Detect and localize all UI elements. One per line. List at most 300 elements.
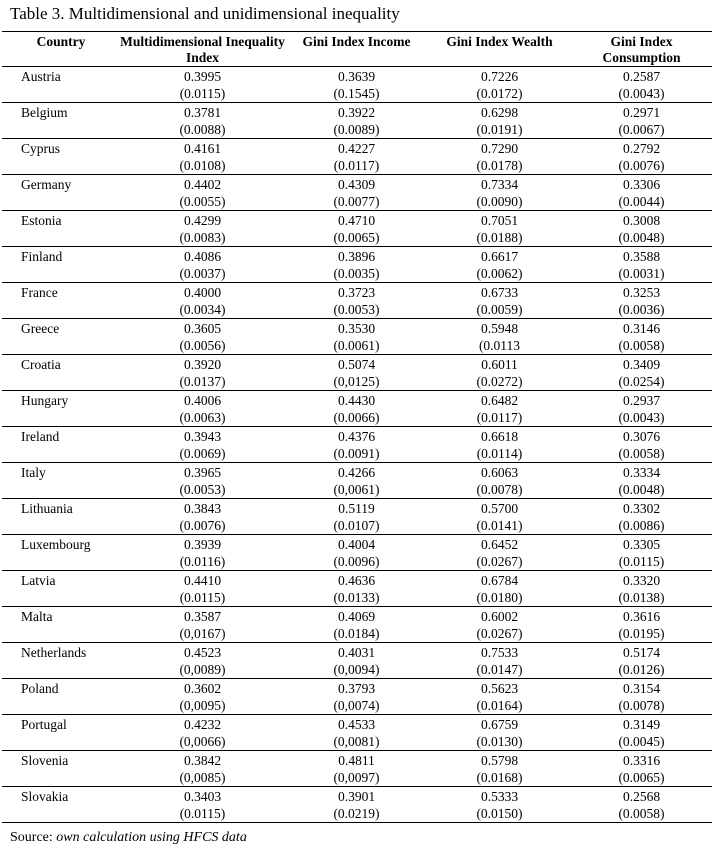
estimate-value: 0.3901 [337, 789, 376, 804]
gini-consumption-cell [571, 643, 712, 679]
standard-error-value: (0.0107) [333, 518, 380, 533]
header-gini-income: Gini Index Income [285, 32, 428, 67]
gini-income-cell [285, 499, 428, 535]
estimate-value: 0.3842 [183, 753, 222, 768]
estimate-value: 0.5700 [480, 501, 519, 516]
gini-wealth-cell [428, 607, 571, 643]
country-cell: Hungary [2, 391, 120, 427]
table-row [2, 607, 712, 643]
standard-error-value: (0.0117) [476, 410, 523, 425]
standard-error-value: (0.0090) [476, 194, 523, 209]
header-country: Country [2, 32, 120, 67]
gini-wealth-cell [428, 751, 571, 787]
standard-error-value: (0.0034) [179, 302, 226, 317]
country-cell: Germany [2, 175, 120, 211]
table-row [2, 283, 712, 319]
gini-consumption-cell [571, 607, 712, 643]
standard-error-value: (0.0180) [476, 590, 523, 605]
multidimensional-index-cell [120, 247, 285, 283]
estimate-value: 0.3306 [622, 177, 661, 192]
estimate-value: 0.3403 [183, 789, 222, 804]
standard-error-value: (0.0077) [333, 194, 380, 209]
country-cell: Latvia [2, 571, 120, 607]
gini-wealth-cell [428, 319, 571, 355]
estimate-value: 0.4227 [337, 141, 376, 156]
estimate-value: 0.6617 [480, 249, 519, 264]
gini-consumption-cell [571, 751, 712, 787]
table-row [2, 643, 712, 679]
standard-error-value: (0.0035) [333, 266, 380, 281]
standard-error-value: (0.0137) [179, 374, 226, 389]
gini-income-cell [285, 103, 428, 139]
estimate-value: 0.3320 [622, 573, 661, 588]
estimate-value: 0.3530 [337, 321, 376, 336]
table-row [2, 535, 712, 571]
estimate-value: 0.3154 [622, 681, 661, 696]
standard-error-value: (0,0095) [179, 698, 226, 713]
estimate-value: 0.3302 [622, 501, 661, 516]
estimate-value: 0.3409 [622, 357, 661, 372]
standard-error-value: (0,0081) [333, 734, 380, 749]
multidimensional-index-cell [120, 103, 285, 139]
gini-income-cell [285, 715, 428, 751]
multidimensional-index-cell [120, 463, 285, 499]
standard-error-value: (0.0062) [476, 266, 523, 281]
table-row [2, 247, 712, 283]
standard-error-value: (0.0267) [476, 554, 523, 569]
estimate-value: 0.4299 [183, 213, 222, 228]
table-row [2, 319, 712, 355]
estimate-value: 0.5948 [480, 321, 519, 336]
estimate-value: 0.3334 [622, 465, 661, 480]
multidimensional-index-cell [120, 211, 285, 247]
standard-error-value: (0.0164) [476, 698, 523, 713]
multidimensional-index-cell [120, 499, 285, 535]
country-cell: Luxembourg [2, 535, 120, 571]
multidimensional-index-cell [120, 67, 285, 103]
estimate-value: 0.3605 [183, 321, 222, 336]
standard-error-value: (0.0133) [333, 590, 380, 605]
multidimensional-index-cell [120, 679, 285, 715]
estimate-value: 0.7334 [480, 177, 519, 192]
standard-error-value: (0.0069) [179, 446, 226, 461]
multidimensional-index-cell [120, 175, 285, 211]
estimate-value: 0.3616 [622, 609, 661, 624]
table-row [2, 715, 712, 751]
standard-error-value: (0.0254) [618, 374, 665, 389]
estimate-value: 0.4031 [337, 645, 376, 660]
standard-error-value: (0.0088) [179, 122, 226, 137]
standard-error-value: (0.0076) [618, 158, 665, 173]
country-cell: Estonia [2, 211, 120, 247]
standard-error-value: (0.0076) [179, 518, 226, 533]
gini-consumption-cell [571, 427, 712, 463]
estimate-value: 0.3723 [337, 285, 376, 300]
gini-wealth-cell [428, 139, 571, 175]
gini-wealth-cell [428, 391, 571, 427]
estimate-value: 0.3316 [622, 753, 661, 768]
table-header-row [2, 32, 712, 67]
estimate-value: 0.4232 [183, 717, 222, 732]
standard-error-value: (0.0150) [476, 806, 523, 821]
country-cell: Slovenia [2, 751, 120, 787]
gini-consumption-cell [571, 715, 712, 751]
estimate-value: 0.3253 [622, 285, 661, 300]
estimate-value: 0.4086 [183, 249, 222, 264]
estimate-value: 0.6784 [480, 573, 519, 588]
estimate-value: 0.4410 [183, 573, 222, 588]
estimate-value: 0.7533 [480, 645, 519, 660]
estimate-value: 0.3149 [622, 717, 661, 732]
standard-error-value: (0,0097) [333, 770, 380, 785]
estimate-value: 0.7226 [480, 69, 519, 84]
standard-error-value: (0.0188) [476, 230, 523, 245]
country-cell: Ireland [2, 427, 120, 463]
multidimensional-index-cell [120, 139, 285, 175]
standard-error-value: (0.0067) [618, 122, 665, 137]
estimate-value: 0.3587 [183, 609, 222, 624]
table-row [2, 67, 712, 103]
estimate-value: 0.4533 [337, 717, 376, 732]
estimate-value: 0.4523 [183, 645, 222, 660]
estimate-value: 0.3008 [622, 213, 661, 228]
multidimensional-index-cell [120, 427, 285, 463]
standard-error-value: (0.0086) [618, 518, 665, 533]
table-row [2, 103, 712, 139]
standard-error-value: (0.0272) [476, 374, 523, 389]
standard-error-value: (0.0044) [618, 194, 665, 209]
gini-consumption-cell [571, 535, 712, 571]
standard-error-value: (0.0091) [333, 446, 380, 461]
gini-income-cell [285, 787, 428, 823]
standard-error-value: (0.0045) [618, 734, 665, 749]
table-row [2, 571, 712, 607]
estimate-value: 0.3588 [622, 249, 661, 264]
gini-income-cell [285, 391, 428, 427]
estimate-value: 0.4636 [337, 573, 376, 588]
estimate-value: 0.4006 [183, 393, 222, 408]
gini-wealth-cell [428, 679, 571, 715]
standard-error-value: (0.0141) [476, 518, 523, 533]
gini-income-cell [285, 283, 428, 319]
header-multidimensional-index: Multidimensional Inequality Index [120, 32, 285, 67]
estimate-value: 0.6063 [480, 465, 519, 480]
estimate-value: 0.3602 [183, 681, 222, 696]
standard-error-value: (0.0195) [618, 626, 665, 641]
estimate-value: 0.4376 [337, 429, 376, 444]
estimate-value: 0.4402 [183, 177, 222, 192]
gini-wealth-cell [428, 175, 571, 211]
gini-income-cell [285, 427, 428, 463]
country-cell: Belgium [2, 103, 120, 139]
standard-error-value: (0.0043) [618, 86, 665, 101]
inequality-table [2, 31, 712, 823]
estimate-value: 0.2971 [622, 105, 661, 120]
estimate-value: 0.3922 [337, 105, 376, 120]
gini-income-cell [285, 139, 428, 175]
standard-error-value: (0.0048) [618, 230, 665, 245]
table-row [2, 679, 712, 715]
gini-wealth-cell [428, 787, 571, 823]
gini-consumption-cell [571, 247, 712, 283]
estimate-value: 0.3939 [183, 537, 222, 552]
gini-income-cell [285, 67, 428, 103]
estimate-value: 0.5074 [337, 357, 376, 372]
standard-error-value: (0.0063) [179, 410, 226, 425]
estimate-value: 0.3965 [183, 465, 222, 480]
estimate-value: 0.4161 [183, 141, 222, 156]
country-cell: Italy [2, 463, 120, 499]
standard-error-value: (0.0117) [333, 158, 380, 173]
estimate-value: 0.5623 [480, 681, 519, 696]
gini-consumption-cell [571, 67, 712, 103]
country-cell: Slovakia [2, 787, 120, 823]
multidimensional-index-cell [120, 751, 285, 787]
standard-error-value: (0.0058) [618, 446, 665, 461]
standard-error-value: (0,0089) [179, 662, 226, 677]
gini-consumption-cell [571, 787, 712, 823]
standard-error-value: (0.0065) [333, 230, 380, 245]
table-row [2, 787, 712, 823]
standard-error-value: (0.0113 [478, 338, 521, 353]
estimate-value: 0.2568 [622, 789, 661, 804]
standard-error-value: (0.0053) [179, 482, 226, 497]
standard-error-value: (0.0138) [618, 590, 665, 605]
gini-consumption-cell [571, 463, 712, 499]
estimate-value: 0.2792 [622, 141, 661, 156]
estimate-value: 0.4000 [183, 285, 222, 300]
standard-error-value: (0.0219) [333, 806, 380, 821]
estimate-value: 0.6618 [480, 429, 519, 444]
standard-error-value: (0,0167) [179, 626, 226, 641]
gini-income-cell [285, 319, 428, 355]
estimate-value: 0.5174 [622, 645, 661, 660]
standard-error-value: (0,0066) [179, 734, 226, 749]
standard-error-value: (0.0116) [179, 554, 226, 569]
gini-consumption-cell [571, 175, 712, 211]
table-row [2, 211, 712, 247]
country-cell: Finland [2, 247, 120, 283]
source-label: Source: [10, 830, 53, 845]
multidimensional-index-cell [120, 715, 285, 751]
multidimensional-index-cell [120, 571, 285, 607]
estimate-value: 0.3639 [337, 69, 376, 84]
gini-wealth-cell [428, 535, 571, 571]
standard-error-value: (0.0055) [179, 194, 226, 209]
estimate-value: 0.3843 [183, 501, 222, 516]
standard-error-value: (0.0078) [618, 698, 665, 713]
standard-error-value: (0.0115) [618, 554, 665, 569]
multidimensional-index-cell [120, 391, 285, 427]
gini-wealth-cell [428, 211, 571, 247]
standard-error-value: (0.0065) [618, 770, 665, 785]
multidimensional-index-cell [120, 643, 285, 679]
gini-income-cell [285, 535, 428, 571]
estimate-value: 0.4811 [338, 753, 375, 768]
gini-income-cell [285, 175, 428, 211]
standard-error-value: (0.0115) [179, 806, 226, 821]
gini-consumption-cell [571, 391, 712, 427]
country-cell: Lithuania [2, 499, 120, 535]
estimate-value: 0.3076 [622, 429, 661, 444]
table-body [2, 67, 712, 823]
table-row [2, 427, 712, 463]
gini-income-cell [285, 643, 428, 679]
standard-error-value: (0.0114) [476, 446, 523, 461]
source-note [10, 829, 720, 847]
table-row [2, 391, 712, 427]
gini-consumption-cell [571, 283, 712, 319]
standard-error-value: (0.0059) [476, 302, 523, 317]
gini-consumption-cell [571, 355, 712, 391]
estimate-value: 0.3896 [337, 249, 376, 264]
standard-error-value: (0,0074) [333, 698, 380, 713]
standard-error-value: (0.0061) [333, 338, 380, 353]
header-gini-consumption: Gini Index Consumption [571, 32, 712, 67]
estimate-value: 0.3943 [183, 429, 222, 444]
estimate-value: 0.3146 [622, 321, 661, 336]
estimate-value: 0.4069 [337, 609, 376, 624]
standard-error-value: (0.0172) [476, 86, 523, 101]
estimate-value: 0.6759 [480, 717, 519, 732]
standard-error-value: (0,0061) [333, 482, 380, 497]
estimate-value: 0.4266 [337, 465, 376, 480]
standard-error-value: (0.0089) [333, 122, 380, 137]
table-row [2, 751, 712, 787]
estimate-value: 0.4710 [337, 213, 376, 228]
standard-error-value: (0,0085) [179, 770, 226, 785]
estimate-value: 0.3793 [337, 681, 376, 696]
standard-error-value: (0.0066) [333, 410, 380, 425]
country-cell: France [2, 283, 120, 319]
estimate-value: 0.2587 [622, 69, 661, 84]
multidimensional-index-cell [120, 607, 285, 643]
multidimensional-index-cell [120, 355, 285, 391]
standard-error-value: (0.0048) [618, 482, 665, 497]
estimate-value: 0.5119 [338, 501, 375, 516]
estimate-value: 0.6482 [480, 393, 519, 408]
gini-income-cell [285, 247, 428, 283]
gini-wealth-cell [428, 715, 571, 751]
standard-error-value: (0.0078) [476, 482, 523, 497]
standard-error-value: (0.0058) [618, 338, 665, 353]
gini-income-cell [285, 751, 428, 787]
multidimensional-index-cell [120, 787, 285, 823]
gini-wealth-cell [428, 643, 571, 679]
standard-error-value: (0.0083) [179, 230, 226, 245]
standard-error-value: (0.0115) [179, 590, 226, 605]
table-row [2, 499, 712, 535]
gini-wealth-cell [428, 247, 571, 283]
standard-error-value: (0.0147) [476, 662, 523, 677]
gini-wealth-cell [428, 283, 571, 319]
table-title: Table 3. Multidimensional and unidimensional inequality [10, 4, 400, 23]
table-row [2, 139, 712, 175]
gini-income-cell [285, 355, 428, 391]
estimate-value: 0.4309 [337, 177, 376, 192]
standard-error-value: (0.1545) [333, 86, 380, 101]
gini-consumption-cell [571, 679, 712, 715]
gini-income-cell [285, 607, 428, 643]
estimate-value: 0.3781 [183, 105, 222, 120]
standard-error-value: (0.0058) [618, 806, 665, 821]
standard-error-value: (0.0031) [618, 266, 665, 281]
standard-error-value: (0,0094) [333, 662, 380, 677]
multidimensional-index-cell [120, 319, 285, 355]
estimate-value: 0.7051 [480, 213, 519, 228]
gini-consumption-cell [571, 211, 712, 247]
standard-error-value: (0.0130) [476, 734, 523, 749]
source-text: own calculation using HFCS data [56, 830, 247, 845]
estimate-value: 0.6733 [480, 285, 519, 300]
gini-wealth-cell [428, 499, 571, 535]
standard-error-value: (0.0178) [476, 158, 523, 173]
standard-error-value: (0.0036) [618, 302, 665, 317]
standard-error-value: (0.0115) [179, 86, 226, 101]
gini-consumption-cell [571, 319, 712, 355]
standard-error-value: (0.0267) [476, 626, 523, 641]
standard-error-value: (0.0191) [476, 122, 523, 137]
estimate-value: 0.5798 [480, 753, 519, 768]
gini-income-cell [285, 571, 428, 607]
gini-wealth-cell [428, 355, 571, 391]
standard-error-value: (0.0053) [333, 302, 380, 317]
gini-consumption-cell [571, 139, 712, 175]
multidimensional-index-cell [120, 283, 285, 319]
gini-income-cell [285, 211, 428, 247]
standard-error-value: (0,0125) [333, 374, 380, 389]
country-cell: Malta [2, 607, 120, 643]
standard-error-value: (0.0108) [179, 158, 226, 173]
multidimensional-index-cell [120, 535, 285, 571]
standard-error-value: (0.0037) [179, 266, 226, 281]
country-cell: Poland [2, 679, 120, 715]
gini-wealth-cell [428, 103, 571, 139]
country-cell: Netherlands [2, 643, 120, 679]
gini-consumption-cell [571, 103, 712, 139]
country-cell: Cyprus [2, 139, 120, 175]
country-cell: Austria [2, 67, 120, 103]
estimate-value: 0.4004 [337, 537, 376, 552]
country-cell: Portugal [2, 715, 120, 751]
table-row [2, 175, 712, 211]
gini-consumption-cell [571, 571, 712, 607]
header-gini-wealth: Gini Index Wealth [428, 32, 571, 67]
standard-error-value: (0.0168) [476, 770, 523, 785]
estimate-value: 0.2937 [622, 393, 661, 408]
table-row [2, 463, 712, 499]
country-cell: Greece [2, 319, 120, 355]
estimate-value: 0.7290 [480, 141, 519, 156]
estimate-value: 0.6011 [481, 357, 518, 372]
gini-income-cell [285, 463, 428, 499]
standard-error-value: (0.0056) [179, 338, 226, 353]
country-cell: Croatia [2, 355, 120, 391]
estimate-value: 0.6298 [480, 105, 519, 120]
standard-error-value: (0.0096) [333, 554, 380, 569]
estimate-value: 0.3995 [183, 69, 222, 84]
standard-error-value: (0.0184) [333, 626, 380, 641]
gini-income-cell [285, 679, 428, 715]
estimate-value: 0.3305 [622, 537, 661, 552]
estimate-value: 0.6002 [480, 609, 519, 624]
table-row [2, 355, 712, 391]
gini-wealth-cell [428, 463, 571, 499]
standard-error-value: (0.0126) [618, 662, 665, 677]
standard-error-value: (0.0043) [618, 410, 665, 425]
estimate-value: 0.5333 [480, 789, 519, 804]
estimate-value: 0.4430 [337, 393, 376, 408]
